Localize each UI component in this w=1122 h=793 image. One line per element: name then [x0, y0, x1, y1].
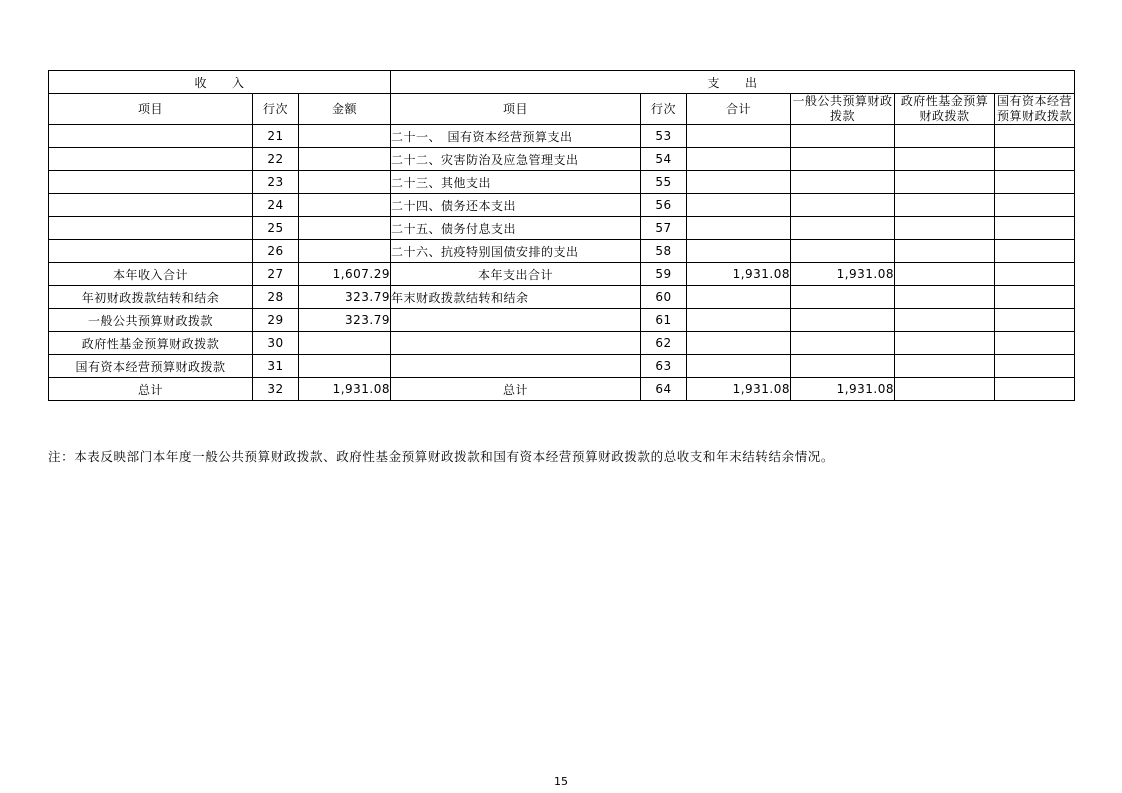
cell-exp_general [791, 148, 895, 171]
table-row [49, 309, 1075, 332]
cell-income_rownum: 22 [253, 148, 299, 171]
cell-income_amount [299, 171, 391, 194]
cell-exp_general [791, 309, 895, 332]
cell-income_rownum: 25 [253, 217, 299, 240]
cell-exp_fund [895, 355, 995, 378]
cell-exp_total [687, 148, 791, 171]
cell-income_item [49, 125, 253, 148]
cell-exp_item: 总计 [391, 378, 641, 401]
budget-table [48, 70, 1075, 401]
budget-table-container [48, 70, 1074, 401]
cell-exp_general [791, 286, 895, 309]
table-row [49, 240, 1075, 263]
table-column-header-row [49, 94, 1075, 125]
table-header [49, 71, 1075, 125]
cell-income_rownum: 24 [253, 194, 299, 217]
cell-exp_total [687, 355, 791, 378]
cell-exp_fund [895, 217, 995, 240]
table-row [49, 332, 1075, 355]
table-row [49, 378, 1075, 401]
cell-exp_item [391, 309, 641, 332]
cell-income_amount [299, 355, 391, 378]
cell-income_item [49, 217, 253, 240]
cell-income_item [49, 148, 253, 171]
cell-exp_fund [895, 125, 995, 148]
cell-exp_soe [995, 309, 1075, 332]
cell-exp_rownum: 58 [641, 240, 687, 263]
cell-exp_rownum: 56 [641, 194, 687, 217]
cell-income_amount [299, 240, 391, 263]
cell-income_amount [299, 217, 391, 240]
cell-exp_total [687, 194, 791, 217]
cell-income_rownum: 26 [253, 240, 299, 263]
cell-exp_rownum: 64 [641, 378, 687, 401]
cell-exp_item [391, 355, 641, 378]
cell-income_amount [299, 125, 391, 148]
cell-income_amount: 1,607.29 [299, 263, 391, 286]
cell-exp_fund [895, 309, 995, 332]
cell-income_rownum: 32 [253, 378, 299, 401]
cell-income_item: 政府性基金预算财政拨款 [49, 332, 253, 355]
table-body [49, 125, 1075, 401]
cell-exp_fund [895, 263, 995, 286]
cell-income_rownum: 29 [253, 309, 299, 332]
cell-income_item [49, 171, 253, 194]
cell-exp_general: 1,931.08 [791, 263, 895, 286]
cell-exp_general [791, 332, 895, 355]
table-group-header-row [49, 71, 1075, 94]
column-header-exp-total: 合计 [687, 94, 791, 125]
cell-exp_total [687, 240, 791, 263]
cell-exp_soe [995, 355, 1075, 378]
cell-exp_total [687, 309, 791, 332]
column-header-exp-rownum: 行次 [641, 94, 687, 125]
cell-income_amount [299, 332, 391, 355]
cell-exp_item: 二十四、债务还本支出 [391, 194, 641, 217]
column-header-income-amount: 金额 [299, 94, 391, 125]
cell-exp_soe [995, 240, 1075, 263]
cell-exp_fund [895, 194, 995, 217]
cell-exp_rownum: 53 [641, 125, 687, 148]
cell-exp_soe [995, 125, 1075, 148]
cell-exp_total: 1,931.08 [687, 378, 791, 401]
table-row [49, 355, 1075, 378]
table-row [49, 194, 1075, 217]
cell-income_item [49, 194, 253, 217]
cell-exp_rownum: 63 [641, 355, 687, 378]
cell-income_item: 一般公共预算财政拨款 [49, 309, 253, 332]
cell-exp_soe [995, 286, 1075, 309]
cell-income_amount [299, 194, 391, 217]
cell-exp_general: 1,931.08 [791, 378, 895, 401]
cell-income_item: 国有资本经营预算财政拨款 [49, 355, 253, 378]
cell-exp_fund [895, 240, 995, 263]
cell-exp_rownum: 59 [641, 263, 687, 286]
cell-exp_item: 年末财政拨款结转和结余 [391, 286, 641, 309]
cell-exp_soe [995, 263, 1075, 286]
cell-exp_total [687, 171, 791, 194]
cell-exp_rownum: 57 [641, 217, 687, 240]
cell-exp_rownum: 54 [641, 148, 687, 171]
cell-income_item: 年初财政拨款结转和结余 [49, 286, 253, 309]
cell-exp_item: 二十六、抗疫特别国债安排的支出 [391, 240, 641, 263]
cell-income_rownum: 21 [253, 125, 299, 148]
cell-exp_item: 本年支出合计 [391, 263, 641, 286]
page-number: 15 [554, 775, 568, 788]
column-header-income-item: 项目 [49, 94, 253, 125]
cell-exp_item: 二十五、债务付息支出 [391, 217, 641, 240]
cell-exp_rownum: 60 [641, 286, 687, 309]
cell-exp_soe [995, 378, 1075, 401]
cell-exp_fund [895, 171, 995, 194]
cell-exp_soe [995, 217, 1075, 240]
table-row [49, 217, 1075, 240]
cell-exp_rownum: 62 [641, 332, 687, 355]
cell-exp_soe [995, 171, 1075, 194]
cell-exp_item: 二十二、灾害防治及应急管理支出 [391, 148, 641, 171]
group-header-expenditure: 支 出 [391, 71, 1075, 94]
cell-exp_total: 1,931.08 [687, 263, 791, 286]
cell-exp_fund [895, 378, 995, 401]
column-header-exp-fund: 政府性基金预算财政拨款 [895, 94, 995, 125]
cell-income_item: 本年收入合计 [49, 263, 253, 286]
table-row [49, 286, 1075, 309]
cell-exp_general [791, 171, 895, 194]
cell-exp_total [687, 217, 791, 240]
cell-exp_soe [995, 194, 1075, 217]
table-row [49, 148, 1075, 171]
cell-income_rownum: 31 [253, 355, 299, 378]
cell-exp_general [791, 194, 895, 217]
cell-exp_rownum: 61 [641, 309, 687, 332]
cell-exp_general [791, 355, 895, 378]
cell-exp_general [791, 240, 895, 263]
cell-income_amount: 323.79 [299, 309, 391, 332]
cell-exp_fund [895, 148, 995, 171]
cell-income_rownum: 28 [253, 286, 299, 309]
cell-income_amount [299, 148, 391, 171]
cell-exp_fund [895, 332, 995, 355]
cell-income_amount: 1,931.08 [299, 378, 391, 401]
cell-income_item [49, 240, 253, 263]
table-row [49, 125, 1075, 148]
cell-exp_soe [995, 332, 1075, 355]
cell-exp_item: 二十一、 国有资本经营预算支出 [391, 125, 641, 148]
cell-exp_general [791, 125, 895, 148]
cell-exp_total [687, 125, 791, 148]
column-header-exp-general: 一般公共预算财政拨款 [792, 94, 893, 123]
cell-income_rownum: 27 [253, 263, 299, 286]
cell-exp_rownum: 55 [641, 171, 687, 194]
cell-exp_item [391, 332, 641, 355]
column-header-exp-soe: 国有资本经营预算财政拨款 [995, 94, 1075, 125]
cell-income_rownum: 23 [253, 171, 299, 194]
cell-income_rownum: 30 [253, 332, 299, 355]
cell-exp_soe [995, 148, 1075, 171]
cell-exp_total [687, 286, 791, 309]
cell-exp_fund [895, 286, 995, 309]
column-header-exp-item: 项目 [391, 94, 641, 125]
cell-income_item: 总计 [49, 378, 253, 401]
table-note: 注：本表反映部门本年度一般公共预算财政拨款、政府性基金预算财政拨款和国有资本经营预算财政拨款的总收支和年末结转结余情况。 [48, 449, 835, 464]
table-row [49, 171, 1075, 194]
group-header-income: 收 入 [49, 71, 391, 94]
table-row [49, 263, 1075, 286]
cell-exp_item: 二十三、其他支出 [391, 171, 641, 194]
column-header-income-rownum: 行次 [253, 94, 299, 125]
cell-income_amount: 323.79 [299, 286, 391, 309]
cell-exp_total [687, 332, 791, 355]
cell-exp_general [791, 217, 895, 240]
